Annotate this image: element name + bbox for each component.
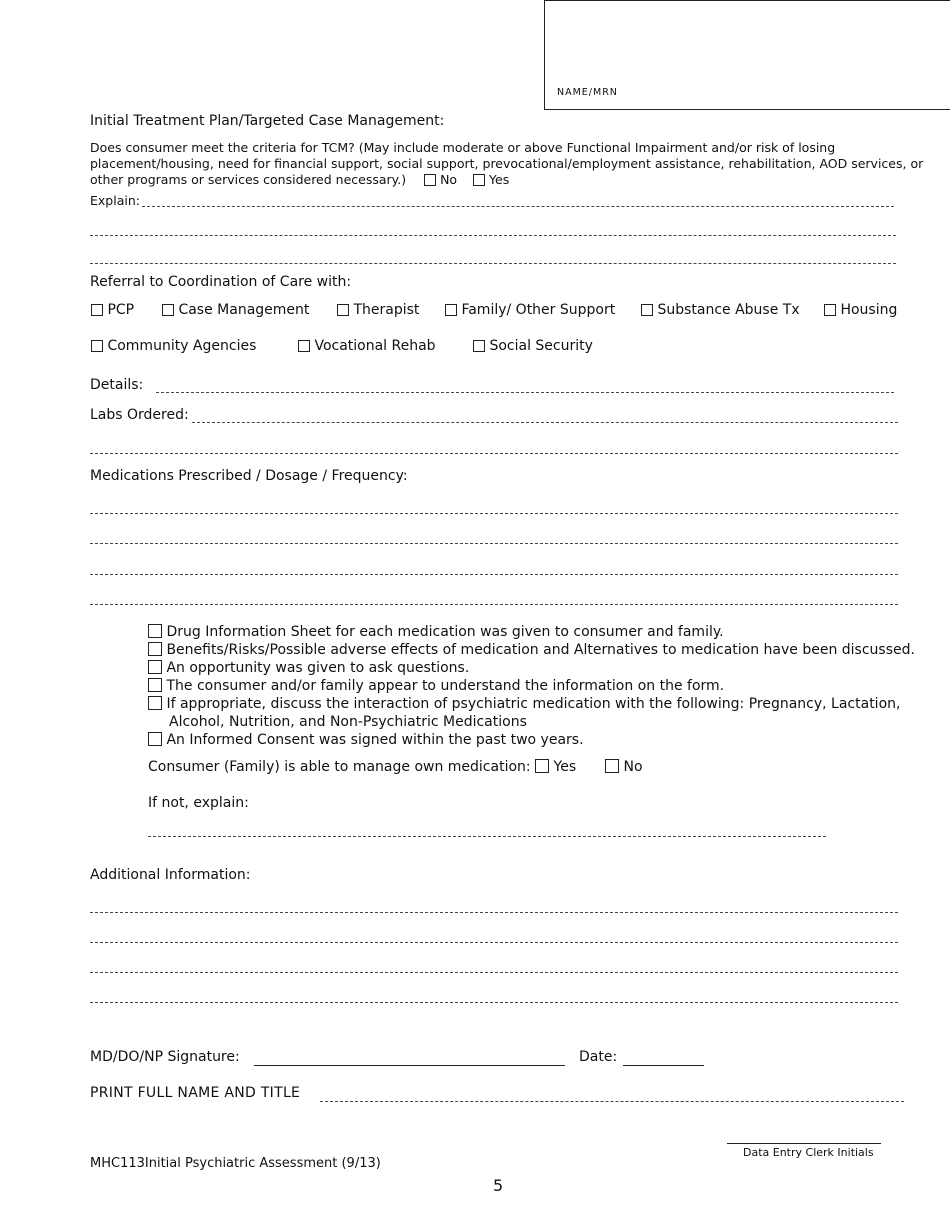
- additional-info-heading: Additional Information:: [90, 867, 251, 883]
- benefits-risks-checkbox[interactable]: [148, 642, 162, 656]
- medications-line-1[interactable]: [90, 513, 898, 514]
- form-id: MHC113Initial Psychiatric Assessment (9/13): [90, 1156, 381, 1171]
- therapist-checkbox[interactable]: [337, 304, 349, 316]
- family-support-label: Family/ Other Support: [461, 302, 616, 318]
- vocational-rehab-label: Vocational Rehab: [314, 338, 436, 354]
- pcp-checkbox[interactable]: [91, 304, 103, 316]
- checklist-item-info-sheet[interactable]: [148, 624, 724, 640]
- housing-checkbox[interactable]: [824, 304, 836, 316]
- case-management-label: Case Management: [178, 302, 310, 318]
- checklist-item-questions[interactable]: [148, 660, 469, 676]
- labs-line-2[interactable]: [90, 453, 898, 454]
- case-management-checkbox[interactable]: [162, 304, 174, 316]
- referral-option-case-management[interactable]: [162, 302, 309, 318]
- name-mrn-label: NAME/MRN: [557, 87, 618, 98]
- tcm-question-line3: other programs or services considered necessary.): [90, 172, 407, 187]
- informed-consent-label: An Informed Consent was signed within the past two years.: [166, 732, 584, 748]
- housing-label: Housing: [840, 302, 898, 318]
- understand-label: The consumer and/or family appear to understand the information on the form.: [166, 678, 725, 694]
- checklist-item-understand[interactable]: [148, 678, 724, 694]
- details-label: Details:: [90, 377, 144, 393]
- referral-option-substance-abuse[interactable]: [641, 302, 800, 318]
- community-agencies-label: Community Agencies: [107, 338, 257, 354]
- benefits-risks-label: Benefits/Risks/Possible adverse effects of medication and Alternatives to medication have been discussed.: [166, 642, 915, 658]
- manage-medication-row: [148, 759, 643, 775]
- referral-option-family-support[interactable]: [445, 302, 615, 318]
- tcm-question-line3-row: [90, 172, 509, 187]
- if-not-explain-label: If not, explain:: [148, 795, 249, 811]
- print-name-line[interactable]: [320, 1101, 904, 1102]
- referral-option-community-agencies[interactable]: [91, 338, 256, 354]
- social-security-label: Social Security: [489, 338, 593, 354]
- name-mrn-box[interactable]: [544, 0, 950, 110]
- info-sheet-label: Drug Information Sheet for each medication was given to consumer and family.: [166, 624, 724, 640]
- pcp-label: PCP: [107, 302, 135, 318]
- social-security-checkbox[interactable]: [473, 340, 485, 352]
- explain-line-3[interactable]: [90, 263, 896, 264]
- labs-line-1[interactable]: [192, 422, 898, 423]
- substance-abuse-checkbox[interactable]: [641, 304, 653, 316]
- signature-line[interactable]: [254, 1065, 565, 1066]
- explain-line-1[interactable]: [142, 206, 894, 207]
- clerk-initials-line[interactable]: [727, 1143, 881, 1144]
- questions-label: An opportunity was given to ask questions.: [166, 660, 470, 676]
- clerk-initials-label: Data Entry Clerk Initials: [743, 1146, 874, 1159]
- family-support-checkbox[interactable]: [445, 304, 457, 316]
- explain-line-2[interactable]: [90, 235, 896, 236]
- referral-heading: Referral to Coordination of Care with:: [90, 274, 352, 290]
- tcm-heading: Initial Treatment Plan/Targeted Case Management:: [90, 113, 445, 129]
- referral-option-vocational-rehab[interactable]: [298, 338, 436, 354]
- vocational-rehab-checkbox[interactable]: [298, 340, 310, 352]
- referral-option-social-security[interactable]: [473, 338, 593, 354]
- interaction-label: If appropriate, discuss the interaction of psychiatric medication with the following: Pregnancy, Lactation,: [166, 696, 901, 712]
- additional-line-3[interactable]: [90, 972, 898, 973]
- referral-option-pcp[interactable]: [91, 302, 134, 318]
- understand-checkbox[interactable]: [148, 678, 162, 692]
- details-line[interactable]: [156, 392, 894, 393]
- checklist-item-benefits-risks[interactable]: [148, 642, 915, 658]
- interaction-checkbox[interactable]: [148, 696, 162, 710]
- manage-no-label: No: [623, 759, 643, 775]
- additional-line-4[interactable]: [90, 1002, 898, 1003]
- referral-option-housing[interactable]: [824, 302, 897, 318]
- if-not-explain-line[interactable]: [148, 836, 826, 837]
- medications-line-2[interactable]: [90, 543, 898, 544]
- therapist-label: Therapist: [353, 302, 420, 318]
- tcm-yes-label: Yes: [489, 172, 510, 187]
- medications-line-3[interactable]: [90, 574, 898, 575]
- tcm-question-line2: placement/housing, need for financial support, social support, prevocational/employment assistance, rehabilitation, AOD services, or: [90, 156, 924, 171]
- tcm-yes-checkbox[interactable]: [473, 174, 485, 186]
- medications-line-4[interactable]: [90, 604, 898, 605]
- explain-label: Explain:: [90, 193, 140, 208]
- date-line[interactable]: [623, 1065, 704, 1066]
- substance-abuse-label: Substance Abuse Tx: [657, 302, 800, 318]
- manage-no-checkbox[interactable]: [605, 759, 619, 773]
- print-name-label: PRINT FULL NAME AND TITLE: [90, 1085, 301, 1101]
- signature-label: MD/DO/NP Signature:: [90, 1049, 240, 1065]
- date-label: Date:: [579, 1049, 618, 1065]
- community-agencies-checkbox[interactable]: [91, 340, 103, 352]
- manage-medication-label: Consumer (Family) is able to manage own medication:: [148, 759, 531, 775]
- additional-line-2[interactable]: [90, 942, 898, 943]
- manage-yes-label: Yes: [553, 759, 577, 775]
- page-number: 5: [493, 1176, 504, 1195]
- informed-consent-checkbox[interactable]: [148, 732, 162, 746]
- interaction-label-continued: Alcohol, Nutrition, and Non-Psychiatric Medications: [169, 714, 527, 730]
- checklist-item-informed-consent[interactable]: [148, 732, 584, 748]
- questions-checkbox[interactable]: [148, 660, 162, 674]
- manage-yes-checkbox[interactable]: [535, 759, 549, 773]
- labs-label: Labs Ordered:: [90, 407, 189, 423]
- tcm-no-checkbox[interactable]: [424, 174, 436, 186]
- tcm-no-label: No: [440, 172, 458, 187]
- referral-option-therapist[interactable]: [337, 302, 419, 318]
- additional-line-1[interactable]: [90, 912, 898, 913]
- medications-heading: Medications Prescribed / Dosage / Frequency:: [90, 468, 408, 484]
- tcm-question-line1: Does consumer meet the criteria for TCM? (May include moderate or above Functional Impairment and/or risk of losing: [90, 140, 836, 155]
- info-sheet-checkbox[interactable]: [148, 624, 162, 638]
- checklist-item-interaction[interactable]: [148, 696, 900, 712]
